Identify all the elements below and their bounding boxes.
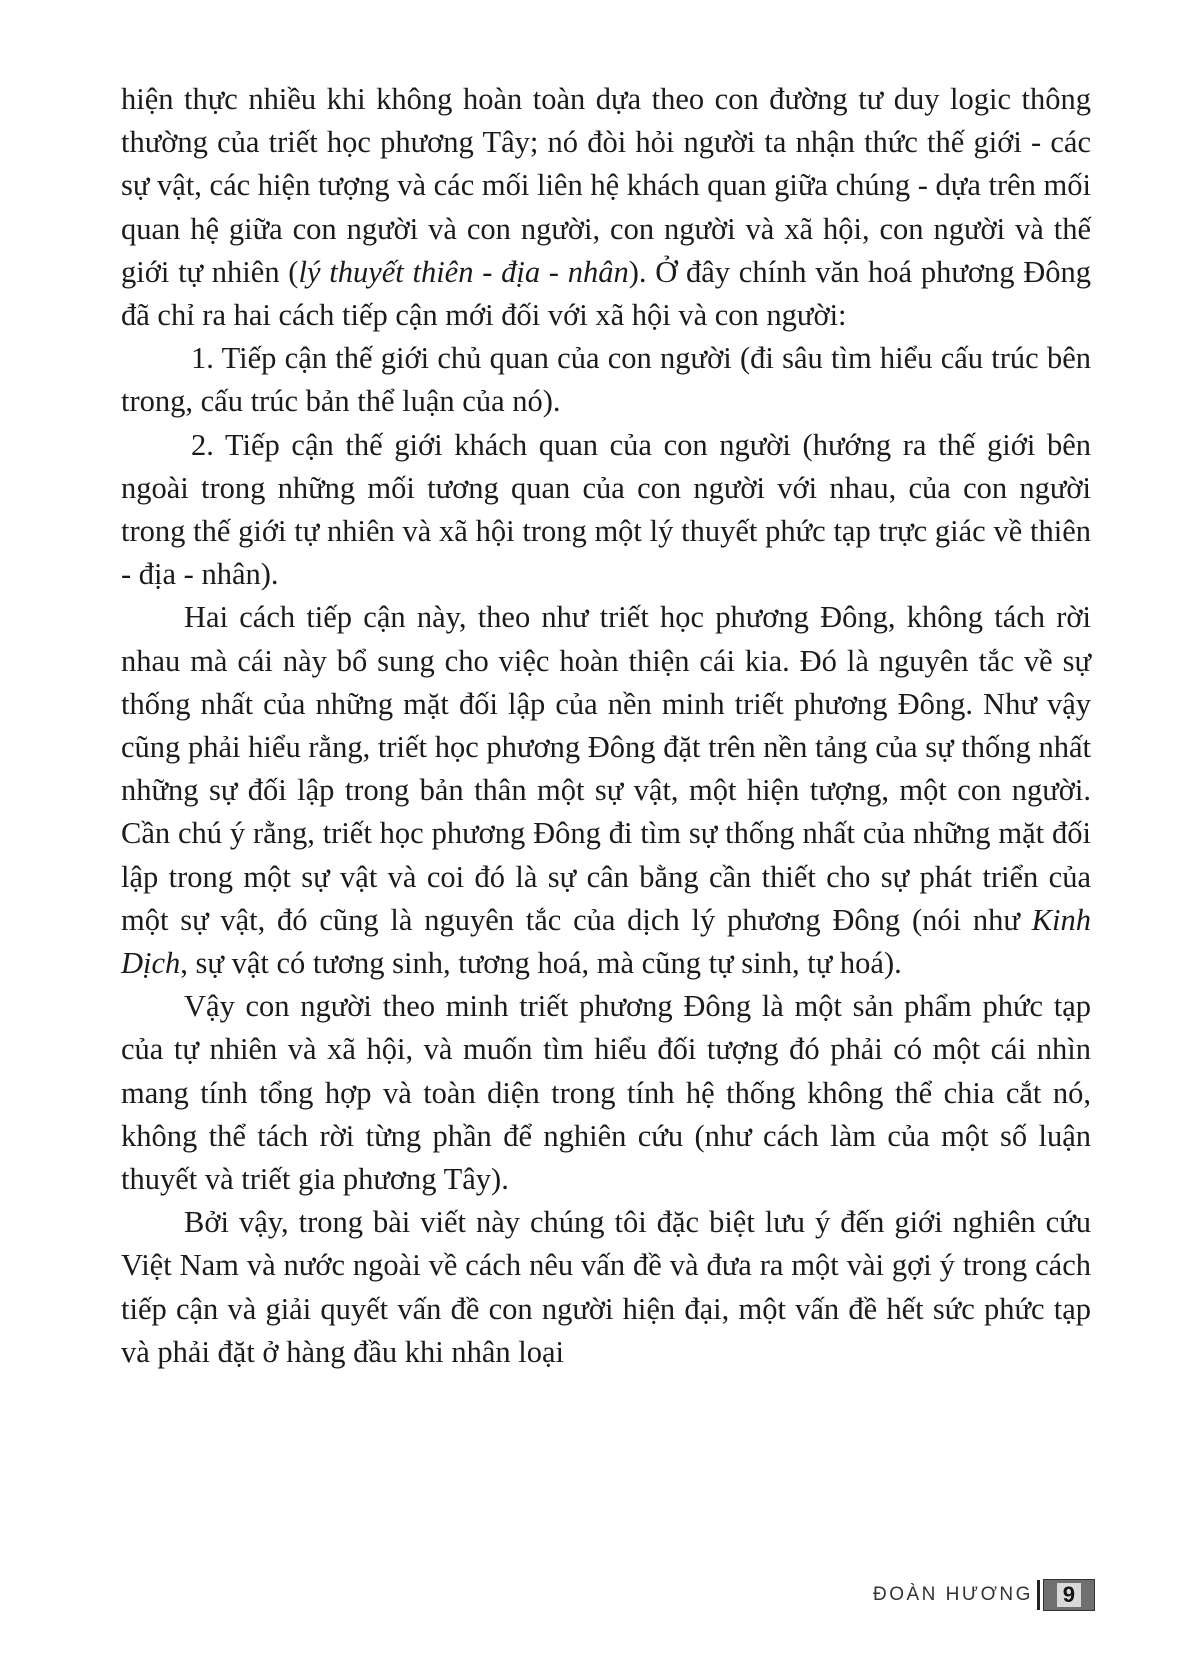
page-body-text xyxy=(121,78,1091,1374)
paragraph-2 xyxy=(121,596,1091,985)
list-item-2: 2. Tiếp cận thế giới khách quan của con người (hướng ra thế giới bên ngoài trong những mối tương quan của con người với nhau, của con người trong thế giới tự nhiên và xã hội trong một lý thuyết phức tạp trực giác về thiên - địa - nhân). xyxy=(121,427,1091,592)
list-item-1: 1. Tiếp cận thế giới chủ quan của con người (đi sâu tìm hiểu cấu trúc bên trong, cấu trúc bản thể luận của nó). xyxy=(121,341,1091,419)
paragraph-continued xyxy=(121,78,1091,337)
paragraph-text: hiện thực nhiều khi không hoàn toàn dựa theo con đường tư duy logic thông thường của triết học phương Tây; nó đòi hỏi người ta nhận thức thế giới - các sự vật, các hiện tượng và các mối liên hệ khách quan giữa chúng - dựa trên mối quan hệ giữa con người và con người, con người và xã hội, con người và thế giới tự nhiên ( xyxy=(121,82,1091,289)
paragraph-text: , sự vật có tương sinh, tương hoá, mà cũng tự sinh, tự hoá). xyxy=(180,946,902,981)
paragraph-4: Bởi vậy, trong bài viết này chúng tôi đặc biệt lưu ý đến giới nghiên cứu Việt Nam và nước ngoài về cách nêu vấn đề và đưa ra một vài gợi ý trong cách tiếp cận và giải quyết vấn đề con người hiện đại, một vấn đề hết sức phức tạp và phải đặt ở hàng đầu khi nhân loại xyxy=(121,1205,1091,1369)
page-number-badge xyxy=(1043,1579,1095,1611)
paragraph-text: ). Ở đây chính văn hoá phương Đông đã chỉ ra hai cách tiếp cận mới đối với xã hội và con người: xyxy=(121,254,1092,333)
paragraph-3: Vậy con người theo minh triết phương Đông là một sản phẩm phức tạp của tự nhiên và xã hội, và muốn tìm hiểu đối tượng đó phải có một cái nhìn mang tính tổng hợp và toàn diện trong tính hệ thống không thể chia cắt nó, không thể tách rời từng phần để nghiên cứu (như cách làm của một số luận thuyết và triết gia phương Tây). xyxy=(121,989,1091,1197)
footer-author: ĐOÀN HƯƠNG xyxy=(871,1580,1040,1610)
page-footer xyxy=(871,1578,1095,1612)
emphasis-text: lý thuyết thiên - địa - nhân xyxy=(298,254,629,289)
emphasis-text: Kinh Dịch xyxy=(121,902,1091,981)
paragraph-text: Hai cách tiếp cận này, theo như triết học phương Đông, không tách rời nhau mà cái này bổ sung cho việc hoàn thiện cái kia. Đó là nguyên tắc về sự thống nhất của những mặt đối lập của nền minh triết phương Đông. Như vậy cũng phải hiểu rằng, triết học phương Đông đặt trên nền tảng của sự thống nhất những sự đối lập trong bản thân một sự vật, một hiện tượng, một con người. Cần chú ý rằng, triết học phương Đông đi tìm sự thống nhất của những mặt đối lập trong một sự vật và coi đó là sự cân bằng cần thiết cho sự phát triển của một sự vật, đó cũng là nguyên tắc của dịch lý phương Đông (nói như xyxy=(121,600,1091,937)
page-number: 9 xyxy=(1057,1583,1081,1607)
